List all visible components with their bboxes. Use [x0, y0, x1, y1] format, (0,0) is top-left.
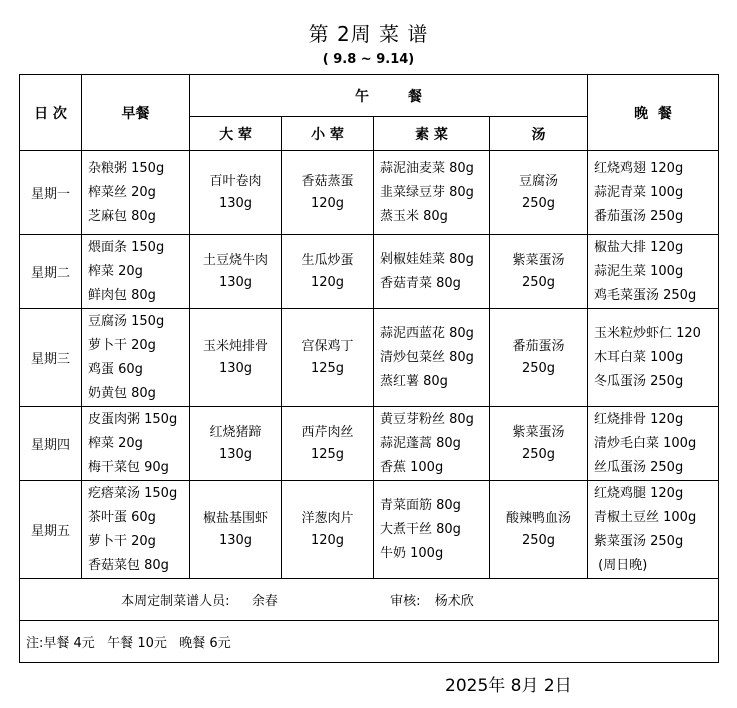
day-name — [20, 309, 82, 407]
big-dish-cell-line: 土豆烧牛肉 — [202, 252, 268, 268]
date-range: ( 9.8 ~ 9.14) — [322, 52, 415, 67]
breakfast-cell-line: 萝卜干 20g — [88, 533, 156, 549]
veg-cell — [374, 407, 490, 481]
reviewer-name: 杨术欣 — [434, 594, 474, 609]
price-note: 注:早餐 4元 午餐 10元 晚餐 6元 — [20, 621, 719, 663]
day-name-line: 星期四 — [30, 438, 70, 453]
veg-cell-line: 蒜泥油麦菜 80g — [380, 160, 474, 176]
day-name-line: 星期三 — [30, 352, 70, 367]
big-dish-cell-line: 130g — [218, 532, 253, 548]
breakfast-cell-line: 榨菜丝 20g — [88, 184, 156, 200]
dinner-cell-line: 蒜泥生菜 100g — [594, 263, 684, 279]
dinner-cell-line: 椒盐大排 120g — [594, 239, 684, 255]
day-row — [20, 407, 719, 481]
breakfast-cell — [82, 407, 190, 481]
veg-cell — [374, 481, 490, 579]
dinner-cell — [588, 151, 719, 235]
soup-cell-line: 250g — [521, 195, 556, 211]
small-dish-cell-line: 生瓜炒蛋 — [301, 252, 354, 268]
soup-cell — [490, 235, 588, 309]
header-soup: 汤 — [490, 117, 588, 151]
big-dish-cell-line: 百叶卷肉 — [209, 173, 262, 189]
soup-cell-line: 250g — [521, 446, 556, 462]
day-name-line: 星期五 — [30, 524, 70, 539]
breakfast-cell-line: 奶黄包 80g — [88, 385, 156, 401]
veg-cell-line: 剁椒娃娃菜 80g — [380, 251, 474, 267]
day-row — [20, 309, 719, 407]
menu-table — [19, 74, 719, 663]
small-dish-cell — [282, 151, 374, 235]
day-name — [20, 151, 82, 235]
big-dish-cell-line: 130g — [218, 360, 253, 376]
dinner-cell-line: 红烧鸡翅 120g — [594, 160, 684, 176]
dinner-cell-line: 红烧排骨 120g — [594, 411, 684, 427]
header-small-dish: 小 荤 — [282, 117, 374, 151]
veg-cell-line: 黄豆芽粉丝 80g — [380, 411, 474, 427]
day-name-line: 星期二 — [30, 266, 70, 281]
dinner-cell-line: 玉米粒炒虾仁 120 — [594, 325, 701, 341]
breakfast-cell — [82, 151, 190, 235]
reviewer-label: 审核: — [390, 594, 421, 609]
breakfast-cell-line: 芝麻包 80g — [88, 208, 156, 224]
small-dish-cell-line: 120g — [310, 195, 345, 211]
small-dish-cell — [282, 481, 374, 579]
day-name — [20, 235, 82, 309]
soup-cell-line: 250g — [521, 274, 556, 290]
veg-cell — [374, 235, 490, 309]
veg-cell-line: 香蕉 100g — [380, 459, 444, 475]
breakfast-cell — [82, 309, 190, 407]
big-dish-cell-line: 玉米炖排骨 — [202, 338, 268, 354]
breakfast-cell-line: 萝卜干 20g — [88, 337, 156, 353]
breakfast-cell-line: 榨菜 20g — [88, 263, 143, 279]
header-breakfast: 早餐 — [82, 75, 190, 151]
soup-cell-line: 紫菜蛋汤 — [512, 252, 565, 268]
dinner-cell-line: 紫菜蛋汤 250g — [594, 533, 684, 549]
header-lunch: 午 餐 — [190, 75, 588, 117]
staff-row — [20, 579, 719, 621]
big-dish-cell-line: 130g — [218, 195, 253, 211]
big-dish-cell-line: 130g — [218, 446, 253, 462]
breakfast-cell-line: 皮蛋肉粥 150g — [88, 411, 178, 427]
soup-cell-line: 酸辣鸭血汤 — [505, 510, 571, 526]
maker-name: 余春 — [251, 594, 278, 609]
small-dish-cell-line: 120g — [310, 274, 345, 290]
small-dish-cell — [282, 309, 374, 407]
maker-label: 本周定制菜谱人员: — [121, 594, 230, 609]
big-dish-cell — [190, 235, 282, 309]
breakfast-cell-line: 鲜肉包 80g — [88, 287, 156, 303]
day-name — [20, 481, 82, 579]
veg-cell-line: 香菇青菜 80g — [380, 275, 461, 291]
breakfast-cell-line: 杂粮粥 150g — [88, 160, 165, 176]
small-dish-cell-line: 125g — [310, 360, 345, 376]
small-dish-cell-line: 西芹肉丝 — [301, 424, 354, 440]
breakfast-cell-line: 煨面条 150g — [88, 239, 165, 255]
day-name-line: 星期一 — [30, 187, 70, 202]
small-dish-cell-line: 120g — [310, 532, 345, 548]
big-dish-cell — [190, 151, 282, 235]
small-dish-cell — [282, 407, 374, 481]
dinner-cell — [588, 235, 719, 309]
day-name — [20, 407, 82, 481]
veg-cell-line: 蒜泥蓬蒿 80g — [380, 435, 461, 451]
header-big-dish: 大 荤 — [190, 117, 282, 151]
big-dish-cell-line: 130g — [218, 274, 253, 290]
breakfast-cell-line: 香菇菜包 80g — [88, 557, 169, 573]
dinner-cell-line: 红烧鸡腿 120g — [594, 485, 684, 501]
dinner-cell-line: 蒜泥青菜 100g — [594, 184, 684, 200]
veg-cell-line: 蒸红薯 80g — [380, 373, 448, 389]
big-dish-cell-line: 红烧猪蹄 — [209, 424, 262, 440]
dinner-cell-line: 青椒土豆丝 100g — [594, 509, 697, 525]
veg-cell — [374, 309, 490, 407]
breakfast-cell-line: 疙瘩菜汤 150g — [88, 485, 178, 501]
dinner-cell — [588, 309, 719, 407]
veg-cell-line: 牛奶 100g — [380, 545, 444, 561]
small-dish-cell-line: 洋葱肉片 — [301, 510, 354, 526]
soup-cell-line: 紫菜蛋汤 — [512, 424, 565, 440]
veg-cell-line: 青菜面筋 80g — [380, 497, 461, 513]
dinner-cell-line: (周日晚) — [594, 557, 648, 573]
small-dish-cell-line: 香菇蒸蛋 — [301, 173, 354, 189]
breakfast-cell-line: 梅干菜包 90g — [88, 459, 169, 475]
veg-cell-line: 大煮干丝 80g — [380, 521, 461, 537]
veg-cell-line: 韭菜绿豆芽 80g — [380, 184, 474, 200]
breakfast-cell-line: 茶叶蛋 60g — [88, 509, 156, 525]
veg-cell-line: 蒜泥西蓝花 80g — [380, 325, 474, 341]
dinner-cell-line: 清炒毛白菜 100g — [594, 435, 697, 451]
big-dish-cell — [190, 407, 282, 481]
breakfast-cell — [82, 481, 190, 579]
soup-cell-line: 250g — [521, 532, 556, 548]
big-dish-cell — [190, 309, 282, 407]
soup-cell — [490, 407, 588, 481]
day-row — [20, 481, 719, 579]
page-title: 第 2周 菜 谱 — [308, 22, 429, 46]
issue-date: 2025年 8月 2日 — [445, 676, 572, 696]
header-day: 日 次 — [20, 75, 82, 151]
day-row — [20, 151, 719, 235]
breakfast-cell-line: 鸡蛋 60g — [88, 361, 143, 377]
small-dish-cell-line: 125g — [310, 446, 345, 462]
soup-cell — [490, 309, 588, 407]
soup-cell — [490, 481, 588, 579]
breakfast-cell — [82, 235, 190, 309]
veg-cell-line: 蒸玉米 80g — [380, 208, 448, 224]
veg-cell — [374, 151, 490, 235]
dinner-cell-line: 木耳白菜 100g — [594, 349, 684, 365]
dinner-cell-line: 鸡毛菜蛋汤 250g — [594, 287, 697, 303]
soup-cell-line: 250g — [521, 360, 556, 376]
day-row — [20, 235, 719, 309]
small-dish-cell — [282, 235, 374, 309]
veg-cell-line: 清炒包菜丝 80g — [380, 349, 474, 365]
dinner-cell-line: 冬瓜蛋汤 250g — [594, 373, 684, 389]
breakfast-cell-line: 榨菜 20g — [88, 435, 143, 451]
breakfast-cell-line: 豆腐汤 150g — [88, 313, 165, 329]
dinner-cell-line: 丝瓜蛋汤 250g — [594, 459, 684, 475]
big-dish-cell-line: 椒盐基围虾 — [202, 510, 268, 526]
soup-cell — [490, 151, 588, 235]
soup-cell-line: 豆腐汤 — [518, 173, 558, 189]
soup-cell-line: 番茄蛋汤 — [512, 338, 565, 354]
dinner-cell-line: 番茄蛋汤 250g — [594, 208, 684, 224]
small-dish-cell-line: 宫保鸡丁 — [301, 338, 354, 354]
big-dish-cell — [190, 481, 282, 579]
header-dinner: 晚 餐 — [588, 75, 719, 151]
header-veg: 素 菜 — [374, 117, 490, 151]
dinner-cell — [588, 481, 719, 579]
dinner-cell — [588, 407, 719, 481]
